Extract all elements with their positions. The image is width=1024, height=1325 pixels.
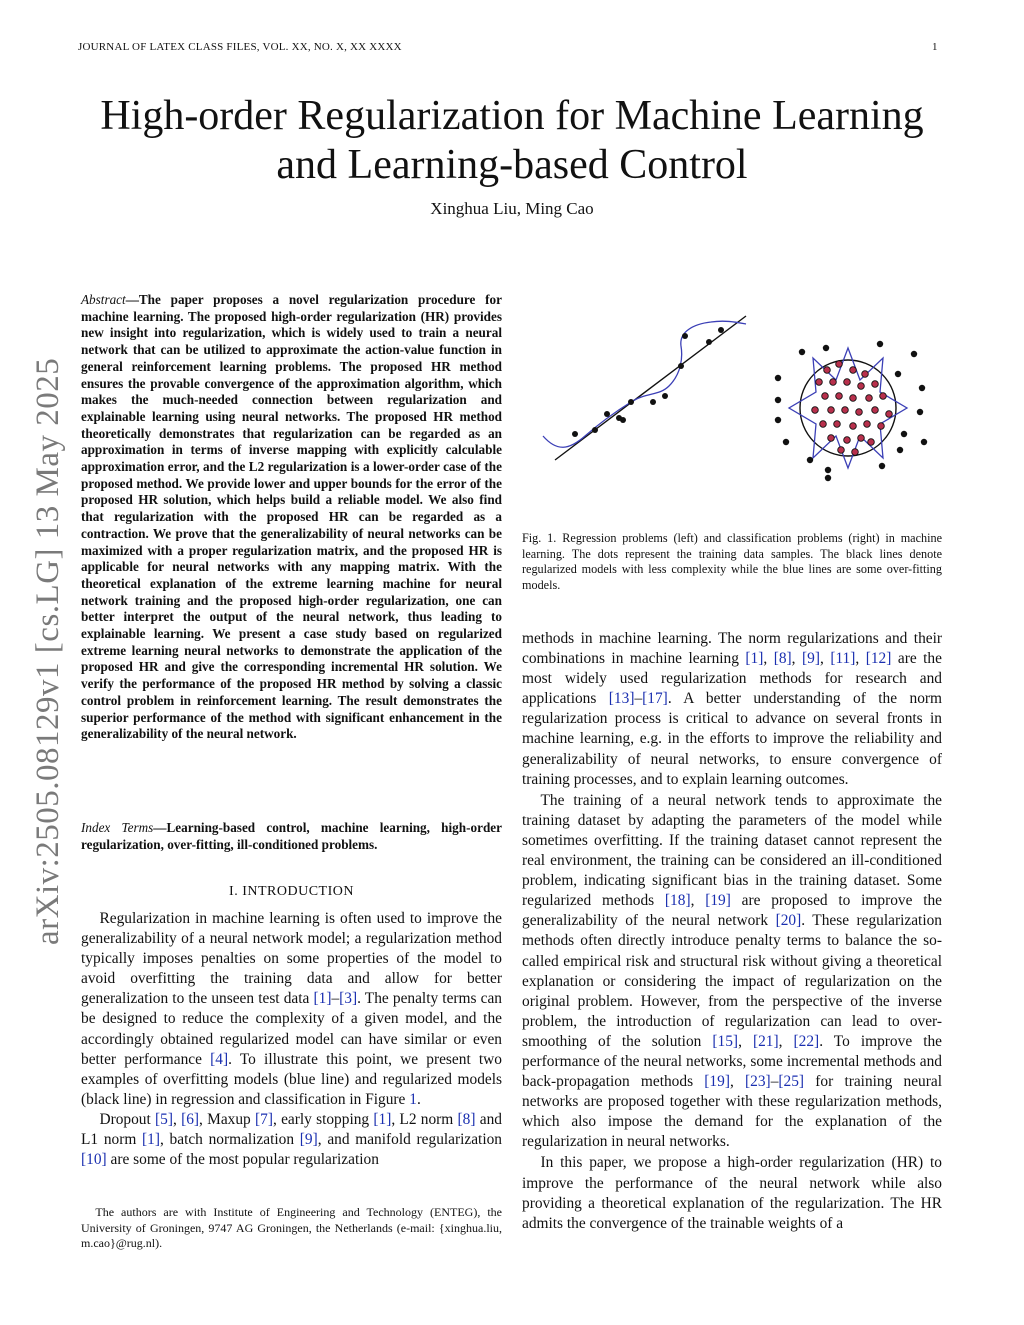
inner-class-points [812, 361, 893, 456]
abstract-text: —The paper proposes a novel regularization procedure for machine learning. The proposed high-order regularization (HR) provides new insight into regularization, which is widely used to train a neural network that can be utilized to approximate the action-value function in general reinforcement learning problems. The proposed HR method ensures the provable convergence of the approximation algorithm, which makes the much-needed connection between regularization and explainable learning using neural networks. The proposed HR method theoretically demonstrates that regularization can be regarded as an approximation in terms of inverse mapping with explicitly calculable approximation error, and the L2 regularization is a lower-order case of the proposed method. We provide lower and upper bounds for the error of the proposed HR solution, which helps build a reliable model. We also find that regularization with the proposed HR can be regarded as a contraction. We prove that the generalizability of neural networks can be maximized with a proper regularization matrix, and the proposed HR is applicable for neural networks with any mapping matrix. With the theoretical explanation of the extreme learning machine for neural network training and the proposed high-order regularization, one can better interpret the output of the neural network, thus leading to explainable learning. We present a case study based on regularized extreme learning neural networks to demonstrate the application of the proposed HR and give the corresponding incremental HR solution. We verify the performance of the proposed HR method by solving a classic control problem in reinforcement learning. The result demonstrates the superior performance of the method with significant enhancement in the generalizability of the neural network. [81, 292, 502, 742]
citation-link[interactable]: [4] [210, 1050, 229, 1068]
right-paragraph-3: In this paper, we propose a high-order regularization (HR) to improve the performance of the neural network while also providing a theoretical explanation of the regularization. The HR admits the convergence of the trainable weights of a [522, 1154, 942, 1232]
data-point [572, 431, 578, 437]
citation-link[interactable]: [8] [457, 1110, 476, 1128]
data-point [706, 339, 712, 345]
data-point [678, 363, 684, 369]
figure-1 [535, 300, 935, 500]
abstract-lead: Abstract [81, 292, 126, 307]
title-line-2: and Learning-based Control [276, 142, 748, 188]
citation-link[interactable]: [1] [313, 990, 332, 1008]
citation-link[interactable]: [1] [142, 1131, 160, 1149]
intro-paragraph-2: Dropout [5], [6], Maxup [7], early stopping [1], L2 norm [8] and L1 norm [1], batch normalization [9], and manifold regularization [10] are some of the most popular regularization [81, 1110, 503, 1169]
citation-link[interactable]: [22] [793, 1032, 820, 1050]
citation-link[interactable]: [10] [81, 1151, 107, 1169]
figure-caption [522, 531, 942, 593]
arxiv-identifier[interactable]: arXiv:2505.08129v1 [cs.LG] 13 May 2025 [30, 357, 66, 945]
data-point [718, 327, 724, 333]
author-list: Xinghua Liu, Ming Cao [430, 199, 594, 218]
index-terms-text: —Learning-based control, machine learning, high-order regularization, over-fitting, ill-conditioned problems. [81, 820, 502, 852]
citation-link[interactable]: [15] [712, 1032, 739, 1050]
citation-link[interactable]: [7] [255, 1110, 273, 1128]
citation-link[interactable]: [5] [155, 1110, 173, 1128]
title-line-1: High-order Regularization for Machine Learning [100, 93, 924, 139]
paper-title [60, 92, 964, 190]
citation-link[interactable]: [12] [865, 650, 892, 668]
section-title: INTRODUCTION [242, 884, 354, 899]
figure-label: Fig. 1. [522, 531, 557, 545]
citation-link[interactable]: [17] [642, 690, 668, 708]
right-paragraph-1: methods in machine learning. The norm regularizations and their combinations in machine learning [1], [8], [9], [11], [12] are the most widely used regularization methods for research and applications [13]–[17]. A better understanding of the norm regularization process is critical to advance on several fronts in machine learning, e.g. in the efforts to improve the reliability and generalizability of neural networks, to ensure convergence of training processes, and to explain learning outcomes. [522, 630, 942, 788]
citation-link[interactable]: [13] [608, 690, 635, 708]
regularized-regression-line [555, 316, 746, 460]
data-point [682, 333, 688, 339]
section-heading-introduction [81, 884, 502, 900]
citation-link[interactable]: [25] [778, 1073, 805, 1091]
figure-caption-text: Regression problems (left) and classification problems (right) in machine learning. The dots represent the training data samples. The black lines denote regularized models with less complexity while the blue lines are some over-fitting models. [522, 531, 942, 592]
regression-points [572, 327, 724, 437]
abstract [81, 292, 502, 743]
figure-link[interactable]: 1 [409, 1090, 417, 1108]
index-terms-lead: Index Terms [81, 820, 154, 835]
right-paragraph-2: The training of a neural network tends to approximate the training dataset by adapting the parameters of the model while sometimes overfitting. If the training dataset cannot represent the real environment, the training can be considered an ill-conditioned problem, indicating significant bias in the training dataset. Some regularized methods [18], [19] are proposed to improve the generalizability of the neural network [20]. These regularization methods often directly introduce penalty terms to balance the so-called empirical risk and structural risk without giving a theoretical explanation or considering the impact of regularization on the original problem. However, from the perspective of the inverse problem, the introduction of regularization can lead to over-smoothing of the solution [15], [21], [22]. To improve the performance of the neural networks, some incremental methods and back-propagation methods [19], [23]–[25] for training neural networks are proposed together with these regularization methods, which also impose the demand for the explanation of the regularization in neural networks. [522, 791, 943, 1151]
running-header: JOURNAL OF LATEX CLASS FILES, VOL. XX, NO. X, XX XXXX [78, 41, 402, 53]
data-point [662, 393, 668, 399]
citation-link[interactable]: [3] [339, 990, 358, 1008]
citation-link[interactable]: [11] [830, 650, 856, 668]
right-column-text [522, 629, 942, 1234]
citation-link[interactable]: [6] [181, 1110, 200, 1128]
citation-link[interactable]: [20] [775, 912, 802, 930]
citation-link[interactable]: [19] [705, 892, 731, 910]
citation-link[interactable]: [21] [752, 1032, 779, 1050]
citation-link[interactable]: [9] [802, 650, 820, 668]
page-number: 1 [932, 41, 938, 53]
data-point [628, 399, 634, 405]
section-number: I. [229, 884, 239, 899]
citation-link[interactable]: [9] [299, 1131, 318, 1149]
citation-link[interactable]: [23] [745, 1073, 771, 1091]
intro-paragraph-1: Regularization in machine learning is often used to improve the generalizability of a neural network model; a regularization method typically imposes penalties on some properties of the model to avoid overfitting the training data and allow for better generalization to the unseen test data [1]–[3]. The penalty terms can be designed to reduce the complexity of a given model, and the accordingly obtained regularized model can have similar or even better performance [4]. To illustrate this point, we present two examples of overfitting models (blue line) and regularized models (black line) in regression and classification in Figure 1. [81, 910, 502, 1108]
citation-link[interactable]: [19] [704, 1073, 730, 1091]
citation-link[interactable]: [8] [773, 650, 792, 668]
citation-link[interactable]: [1] [373, 1110, 392, 1128]
data-point [650, 399, 656, 405]
index-terms [81, 820, 502, 853]
citation-link[interactable]: [18] [664, 892, 691, 910]
data-point [604, 411, 610, 417]
author-footnote: The authors are with Institute of Engineering and Technology (ENTEG), the University of Groningen, 9747 AG Groningen, the Netherlands (e-mail: {xinghua.liu, m.cao}@rug.nl). [81, 1205, 502, 1250]
introduction-text [81, 909, 502, 1170]
data-point [620, 417, 626, 423]
citation-link[interactable]: [1] [745, 650, 764, 668]
data-point [592, 427, 598, 433]
overfit-regression-curve [543, 321, 746, 447]
